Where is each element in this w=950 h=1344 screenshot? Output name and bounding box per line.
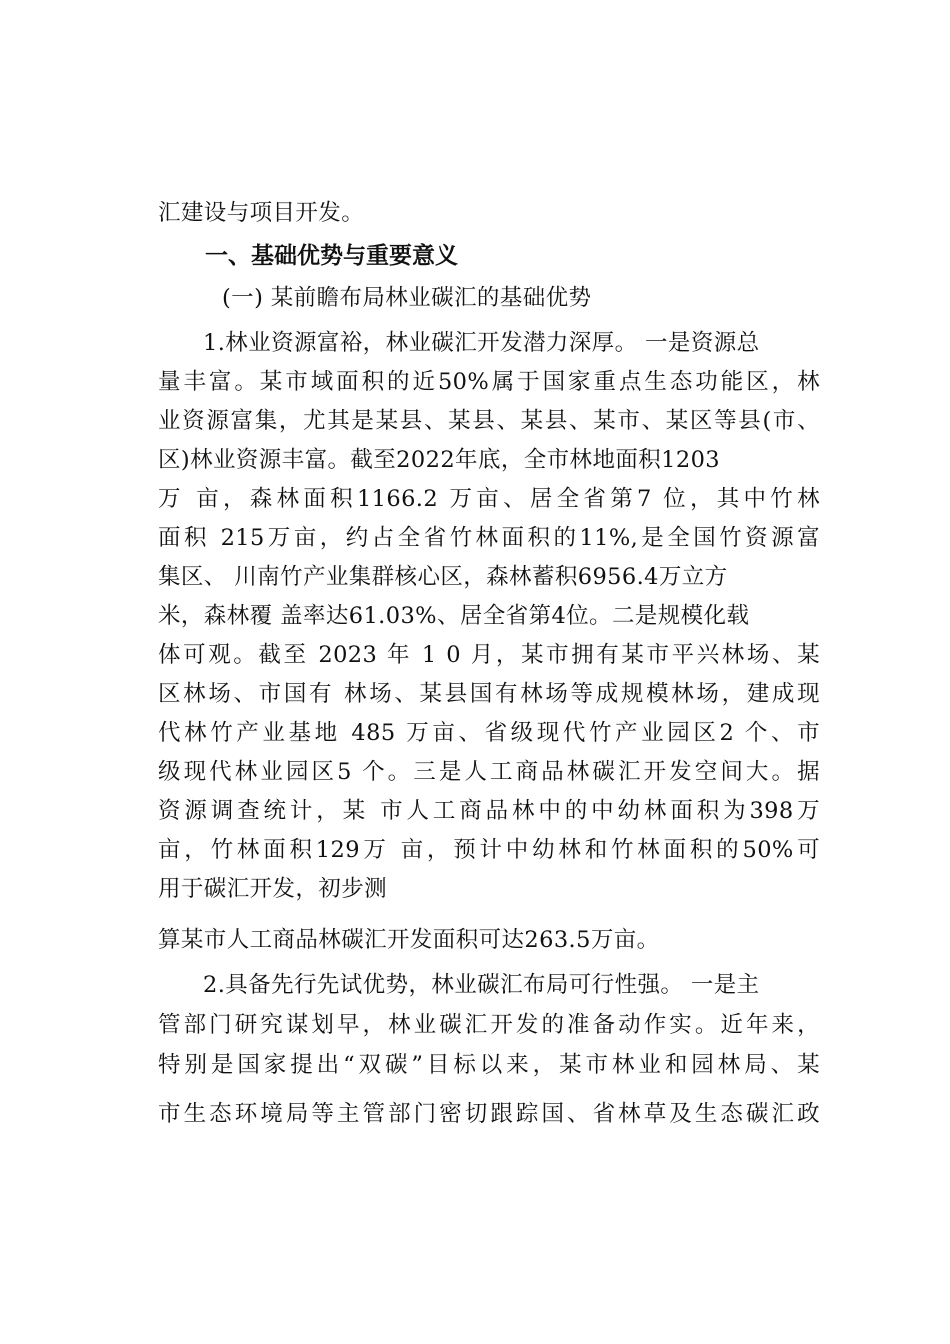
paragraph-line: 米，森林覆 盖率达61.03%、居全省第4位。二是规模化载: [158, 603, 750, 629]
subsection-heading: (一) 某前瞻布局林业碳汇的基础优势: [222, 285, 592, 311]
paragraph-line: 业资源富集，尤其是某县、某县、某县、某市、某区等县(市、: [158, 408, 820, 434]
paragraph-line: 万 亩，森林面积1166.2 万亩、居全省第7 位，其中竹林: [158, 486, 820, 512]
paragraph-line: 区)林业资源丰富。截至2022年底，全市林地面积1203: [158, 447, 721, 473]
paragraph-line: 体可观。截至 2023 年 1 0 月，某市拥有某市平兴林场、某: [158, 642, 820, 668]
paragraph-line: 面积 215万亩，约占全省竹林面积的11%,是全国竹资源富: [158, 525, 820, 551]
paragraph-line: 集区、 川南竹产业集群核心区，森林蓄积6956.4万立方: [158, 564, 728, 590]
paragraph-line: 资源调查统计，某 市人工商品林中的中幼林面积为398万: [158, 798, 820, 824]
section-heading: 一、基础优势与重要意义: [205, 243, 458, 269]
paragraph-line: 特别是国家提出“双碳”目标以来，某市林业和园林局、某: [158, 1052, 820, 1078]
paragraph-line: 管部门研究谋划早，林业碳汇开发的准备动作实。近年来，: [158, 1012, 820, 1038]
paragraph-line: 2.具备先行先试优势，林业碳汇布局可行性强。 一是主: [203, 972, 760, 998]
paragraph-line: 亩，竹林面积129万 亩，预计中幼林和竹林面积的50%可: [158, 837, 820, 863]
text-line-carryover: 汇建设与项目开发。: [158, 200, 365, 226]
paragraph-line: 量丰富。某市域面积的近50%属于国家重点生态功能区，林: [158, 369, 820, 395]
paragraph-line: 用于碳汇开发，初步测: [158, 876, 388, 902]
paragraph-line: 级现代林业园区5 个。三是人工商品林碳汇开发空间大。据: [158, 759, 820, 785]
paragraph-line: 市生态环境局等主管部门密切跟踪国、省林草及生态碳汇政: [158, 1101, 820, 1127]
paragraph-line: 算某市人工商品林碳汇开发面积可达263.5万亩。: [158, 927, 660, 953]
paragraph-line: 代林竹产业基地 485 万亩、省级现代竹产业园区2 个、市: [158, 720, 820, 746]
paragraph-line: 区林场、市国有 林场、某县国有林场等成规模林场，建成现: [158, 681, 820, 707]
paragraph-line: 1.林业资源富裕，林业碳汇开发潜力深厚。 一是资源总: [203, 330, 760, 356]
